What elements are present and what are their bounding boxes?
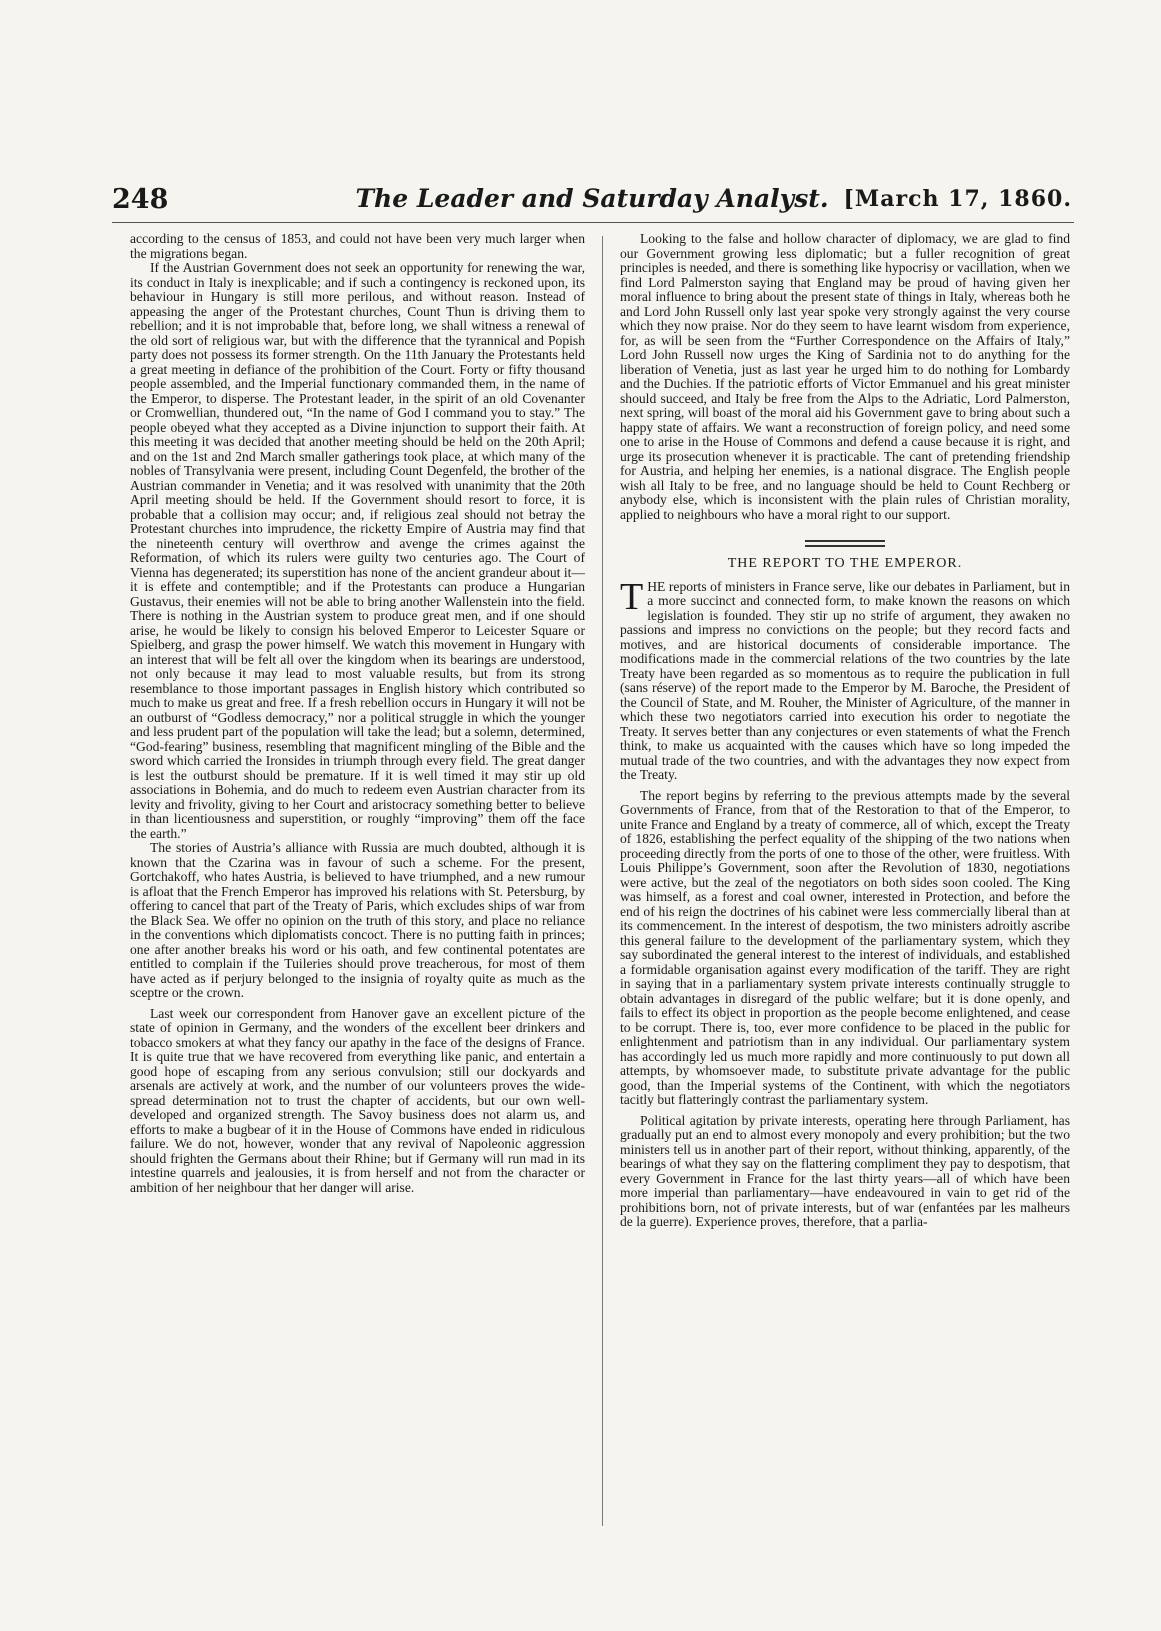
- section-heading: THE REPORT TO THE EMPEROR.: [727, 556, 963, 571]
- masthead-title: The Leader and Saturday Analyst.: [355, 184, 829, 213]
- paragraph-text: HE reports of ministers in France serve, like our debates in Parliament, but in a more succinct and connected form, to make known the reasons on which legislation is founded. They stir up no strife of argument, they awaken no passions and impress no convictions on the people; but they record facts and motives, and are historical documents of considerable importance. The modifications made in the commercial relations of the two countries by the late Treaty have been regarded as so momentous as to require the publication in full (sans réserve) of the report made to the Emperor by M. Baroche, the President of the Council of State, and M. Rouher, the Minister of Agriculture, of the manner in which these two negotiators carried into execution his order to negotiate the Treaty. It serves better than any conjectures or even statements of what the French think, to make us acquainted with the causes which have so long impeded the mutual trade of the two countries, and with the advantages they now expect from the Treaty.: [620, 578, 1070, 782]
- left-column: [130, 232, 585, 1195]
- column-divider: [602, 236, 603, 1526]
- right-column: [620, 232, 1070, 1230]
- paragraph: The stories of Austria’s alliance with Russia are much doubted, although it is known that the Czarina was in favour of such a scheme. For the present, Gortchakoff, who hates Austria, is believed to have triumphed, and a new rumour is afloat that the French Emperor has improved his relations with St. Petersburg, by offering to cancel that part of the Treaty of Paris, which excludes ships of war from the Black Sea. We offer no opinion on the truth of this story, and place no reliance in the conventions which diplomatists concoct. There is no putting faith in princes; one after another breaks his word or his oath, and few continental potentates are entitled to complain if the Tuileries should prove treacherous, for most of them have acted as if perjury belonged to the insignia of royalty quite as much as the sceptre or the crown.: [130, 840, 585, 1000]
- paragraph: Last week our correspondent from Hanover gave an excellent picture of the state of opinion in Germany, and the wonders of the excellent beer drinkers and tobacco smokers at what they fancy our apathy in the face of the designs of France. It is quite true that we have recovered from everything like panic, and entertain a good hope of escaping from any serious convulsion; still our dockyards and arsenals are actively at work, and the number of our volunteers proves the wide-spread determination not to trust the chapter of accidents, but our own well-developed and organized strength. The Savoy business does not alarm us, and efforts to make a bugbear of it in the House of Commons have ended in ridiculous failure. We do not, however, wonder that any revival of Napoleonic aggression should frighten the Germans about their Rhine; but if Germany will run mad in its intestine quarrels and jealousies, it is from herself and not from the character or ambition of her neighbour that her danger will arise.: [130, 1005, 585, 1195]
- paragraph: If the Austrian Government does not seek an opportunity for renewing the war, its conduct in Italy is inexplicable; and if such a contingency is reckoned upon, its behaviour in Hungary is still more perilous, and without reason. Instead of appeasing the anger of the Protestant churches, Count Thun is driving them to rebellion; and it is not improbable that, before long, we shall witness a renewal of the old sort of religious war, but with the difference that the tyrannical and Popish party does not possess its former strength. On the 11th January the Protestants held a great meeting in defiance of the prohibition of the Court. Forty or fifty thousand people assembled, and the Imperial functionary commanded them, in the name of the Emperor, to disperse. The Protestant leader, in the spirit of an old Covenanter or Cromwellian, thundered out, “In the name of God I command you to stay.” The people obeyed what they accepted as a Divine injunction to support their faith. At this meeting it was decided that another meeting should be held on the 20th April; and on the 1st and 2nd March smaller gatherings took place, at which many of the nobles of Transylvania were present, including Count Degenfeld, the brother of the Austrian commander in Venetia; and it was resolved with unanimity that the 20th April meeting should be held. If the Government should resort to force, it is probable that a collision may occur; and, if religious zeal should not betray the Protestant churches into imprudence, the ricketty Empire of Austria may find that the nineteenth century will overthrow and avenge the crimes against the Reformation, of which its rulers were guilty two centuries ago. The Court of Vienna has degenerated; its superstition has none of the ancient grandeur about it—it is effete and contemptible; and if the Protestants can produce a Hungarian Gustavus, their enemies will not be able to bring another Wallenstein into the field. There is nothing in the Austrian system to produce great men, and if one should arise, he would be likely to consign his beloved Emperor to Leicester Square or Spielberg, and grasp the power himself. We watch this movement in Hungary with an interest that will be felt all over the kingdom when its bearings are understood, not only because it may lead to most valuable results, but from its strong resemblance to those important passages in English history which contributed so much to make us great and free. If a fresh rebellion occurs in Hungary it will not be an outburst of “Godless democracy,” nor a political struggle in which the younger and less prudent part of the population will take the lead; but a solemn, determined, “God-fearing” business, resembling that magnificent mingling of the Bible and the sword which carried the Ironsides in triumph through every field. The great danger is lest the outburst should be premature. If it is well timed it may stir up old associations in Bohemia, and do much to redeem even Austrian character from its levity and frivolity, giving to her Court and aristocracy something better to believe in than licentiousness and superstition, or roughly “improving” them off the face the earth.”: [130, 260, 585, 841]
- page-number: 248: [112, 184, 169, 215]
- issue-date: [March 17, 1860.: [843, 186, 1072, 212]
- paragraph: Political agitation by private interests, operating here through Parliament, has gradually put an end to almost every monopoly and every prohibition; but the two ministers tell us in another part of their report, without thinking, apparently, of the bearings of what they say on the flattering compliment they pay to despotism, that every Government in France for the last thirty years—all of which have been more imperial than parliamentary—have endeavoured in vain to get rid of the prohibitions born, not of private interests, but of war (enfantées par les malheurs de la guerre). Experience proves, therefore, that a parlia-: [620, 1112, 1070, 1229]
- paragraph: The report begins by referring to the previous attempts made by the several Governments of France, from that of the Restoration to that of the Emperor, to unite France and England by a treaty of commerce, all of which, except the Treaty of 1826, establishing the perfect equality of the shipping of the two nations when proceeding directly from the ports of one to those of the other, were fruitless. With Louis Philippe’s Government, soon after the Revolution of 1830, negotiations were active, but the zeal of the negotiators on both sides soon cooled. The King was himself, as a forest and coal owner, interested in Protection, and before the end of his reign the doctrines of his cabinet were less commercially liberal than at its commencement. In the interest of despotism, the two ministers adroitly ascribe this general failure to the development of the parliamentary system, which they say subordinated the general interest to the interest of individuals, and established a formidable organisation against every modification of the tariff. They are right in saying that in a parliamentary system private interests continually struggle to obtain advantages in disregard of the public welfare; but it is done openly, and fails to effect its object in proportion as the people become enlightened, and cease to be corrupt. There is, too, ever more confidence to be placed in the public for enlightenment and patriotism than in any individual. Our parliamentary system has accordingly led us much more rapidly and more continuously to put down all attempts, by whomsoever made, to substitute private advantage for the public good, than the Imperial systems of the Continent, with which the negotiators tacitly but flatteringly contrast the parliamentary system.: [620, 787, 1070, 1107]
- section-ornament-rule: [805, 540, 885, 547]
- paragraph: Looking to the false and hollow character of diplomacy, we are glad to find our Government growing less diplomatic; but a fuller recognition of great principles is needed, and there is something like hypocrisy or vacillation, when we find Lord Palmerston saying that England may be proud of having given her moral influence to bring about the present state of things in Italy, whereas both he and Lord John Russell only last year spoke very strongly against the very course which they now praise. Nor do they seem to have learnt wisdom from experience, for, as will be seen from the “Further Correspondence on the Affairs of Italy,” Lord John Russell now urges the King of Sardinia not to do anything for the liberation of Venetia, just as last year he urged him to do nothing for Lombardy and the Duchies. If the patriotic efforts of Victor Emmanuel and his great minister should succeed, and Italy be free from the Alps to the Adriatic, Lord Palmerston, next spring, will boast of the moral aid his Government gave to bring about such a happy state of affairs. We want a reconstruction of foreign policy, and need some one to arise in the House of Commons and defend a cause because it is right, and urge its prosecution whenever it is practicable. The cant of pretending friendship for Austria, and helping her enemies, is a national disgrace. The English people wish all Italy to be free, and no language should be held to Count Rechberg or anybody else, which is inconsistent with the plain rules of Christian morality, applied to neighbours who have a moral right to our support.: [620, 231, 1070, 522]
- page-header: [112, 184, 1072, 220]
- paragraph: [620, 575, 1070, 783]
- drop-cap: T: [620, 575, 644, 618]
- header-rule: [112, 222, 1074, 223]
- paragraph: according to the census of 1853, and could not have been very much larger when the migrations began.: [130, 231, 585, 261]
